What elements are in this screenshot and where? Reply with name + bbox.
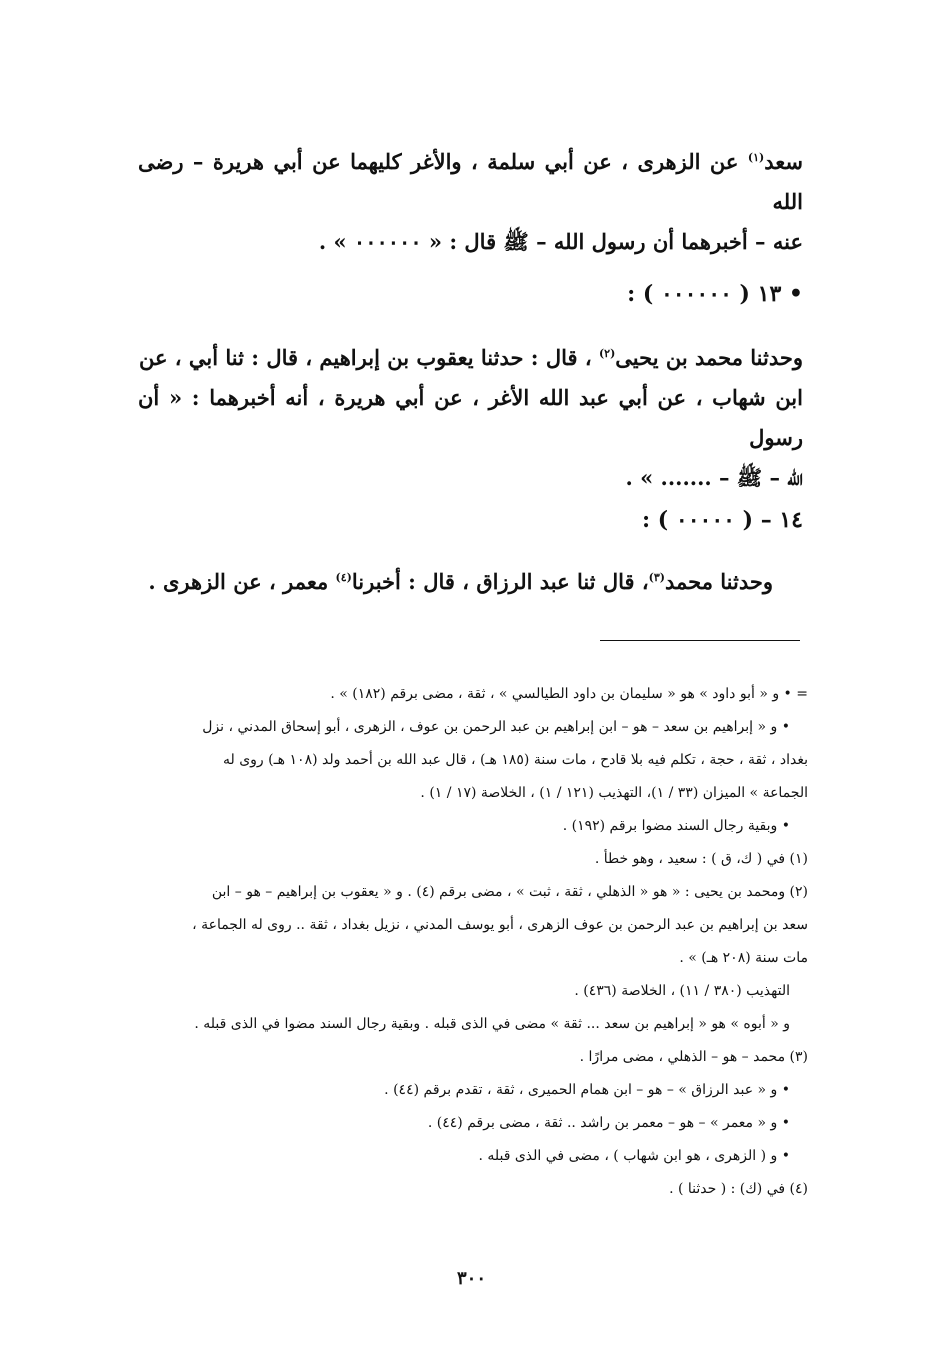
footnote-line: مات سنة (٢٠٨ هـ) » .	[679, 950, 808, 966]
footnote-line: و « أبوه » هو « إبراهيم بن سعد ... ثقة » مضى في الذى قبله . وبقية رجال السند مضوا في الذى قبله .	[194, 1016, 790, 1032]
footnote-ref-2: (٢)	[598, 347, 616, 360]
paragraph-1	[138, 142, 803, 262]
text-run: عن الزهرى ، عن أبي سلمة ، والأغر كليهما عن أبي هريرة – رضى الله	[138, 149, 803, 214]
text-run: معمر ، عن الزهرى .	[148, 569, 336, 594]
paragraph-1-line-2: عنه – أخبرهما أن رسول الله – ﷺ قال : « ۰۰۰۰۰۰ » .	[318, 229, 803, 254]
footnote-line: (١) في ( ك، ق ) : سعيد ، وهو خطأ .	[594, 851, 808, 867]
hadith-14-text	[133, 562, 773, 602]
footnote-line: (٣) محمد – هو – الذهلي ، مضى مرارًا .	[579, 1049, 808, 1065]
footnote-line: الجماعة » الميزان (٣٣ / ١)، التهذيب (١٢١ / ١) ، الخلاصة (١٧ / ١) .	[420, 785, 808, 801]
hadith-13-line-1	[138, 338, 803, 378]
footnote-line: • و « عبد الرزاق » – هو – ابن همام الحميرى ، ثقة ، تقدم برقم (٤٤) .	[384, 1082, 790, 1098]
page-number: ٣٠٠	[456, 1268, 486, 1289]
footnote-line: سعد بن إبراهيم بن عبد الرحمن بن عوف الزهرى ، أبو يوسف المدني ، نزيل بغداد ، ثقة .. روى له الجماعة ،	[192, 917, 808, 933]
footnote-separator	[600, 640, 800, 641]
hadith-13-line-2: ابن شهاب ، عن أبي عبد الله الأغر ، عن أبي هريرة ، أنه أخبرهما : « أن رسول	[138, 385, 803, 450]
footnotes	[138, 678, 808, 1206]
footnote-ref-1: (١)	[747, 151, 765, 164]
text-run: ، قال ثنا عبد الرزاق ، قال : أخبرنا	[351, 569, 649, 594]
footnote-ref-3: (٣)	[648, 571, 665, 584]
footnote-line: (٢) ومحمد بن يحيى : « هو « الذهلي ، ثقة ، ثبت » ، مضى برقم (٤) . و « يعقوب بن إبراهيم – هو – ابن	[211, 884, 808, 900]
paragraph-1-line-1	[138, 142, 803, 222]
text-run: وحدثنا محمد	[664, 569, 773, 594]
text-run: وحدثنا محمد بن يحيى	[615, 345, 803, 370]
footnote-line: (٤) في (ك) : ( حدثنا ) .	[669, 1181, 808, 1197]
text-run: سعد	[764, 149, 803, 174]
footnote-line: • وبقية رجال السند مضوا برقم (١٩٢) .	[562, 818, 790, 834]
footnote-line: • و « معمر » – هو – معمر بن راشد .. ثقة ، مضى برقم (٤٤) .	[427, 1115, 790, 1131]
footnote-line: التهذيب (٣٨٠ / ١١) ، الخلاصة (٤٣٦) .	[574, 983, 790, 999]
hadith-13-text	[138, 338, 803, 498]
footnote-line: • و « إبراهيم بن سعد – هو – ابن إبراهيم بن عبد الرحمن بن عوف ، الزهرى ، أبو إسحاق المدني ، نزل	[202, 719, 790, 735]
hadith-14-heading: ١٤ – ( ۰۰۰۰۰ ) :	[642, 507, 803, 533]
hadith-13-heading: • ١٣ ( ۰۰۰۰۰۰ ) :	[627, 281, 803, 307]
footnote-line: = • و « أبو داود » هو « سليمان بن داود الطيالسي » ، ثقة ، مضى برقم (١٨٢) » .	[330, 686, 808, 702]
footnote-ref-4: (٤)	[335, 571, 352, 584]
hadith-13-line-3: الله – ﷺ – ....... » .	[625, 465, 803, 490]
footnote-line: بغداد ، ثقة ، حجة ، تكلم فيه بلا قادح ، مات سنة (١٨٥ هـ) ، قال عبد الله بن أحمد ولد (١٠٨ هـ) روى له	[222, 752, 808, 768]
footnote-line: • و ( الزهرى ، هو ابن شهاب ) ، مضى في الذى قبله .	[478, 1148, 790, 1164]
text-run: ، قال : حدثنا يعقوب بن إبراهيم ، قال : ثنا أبي ، عن	[138, 345, 599, 370]
